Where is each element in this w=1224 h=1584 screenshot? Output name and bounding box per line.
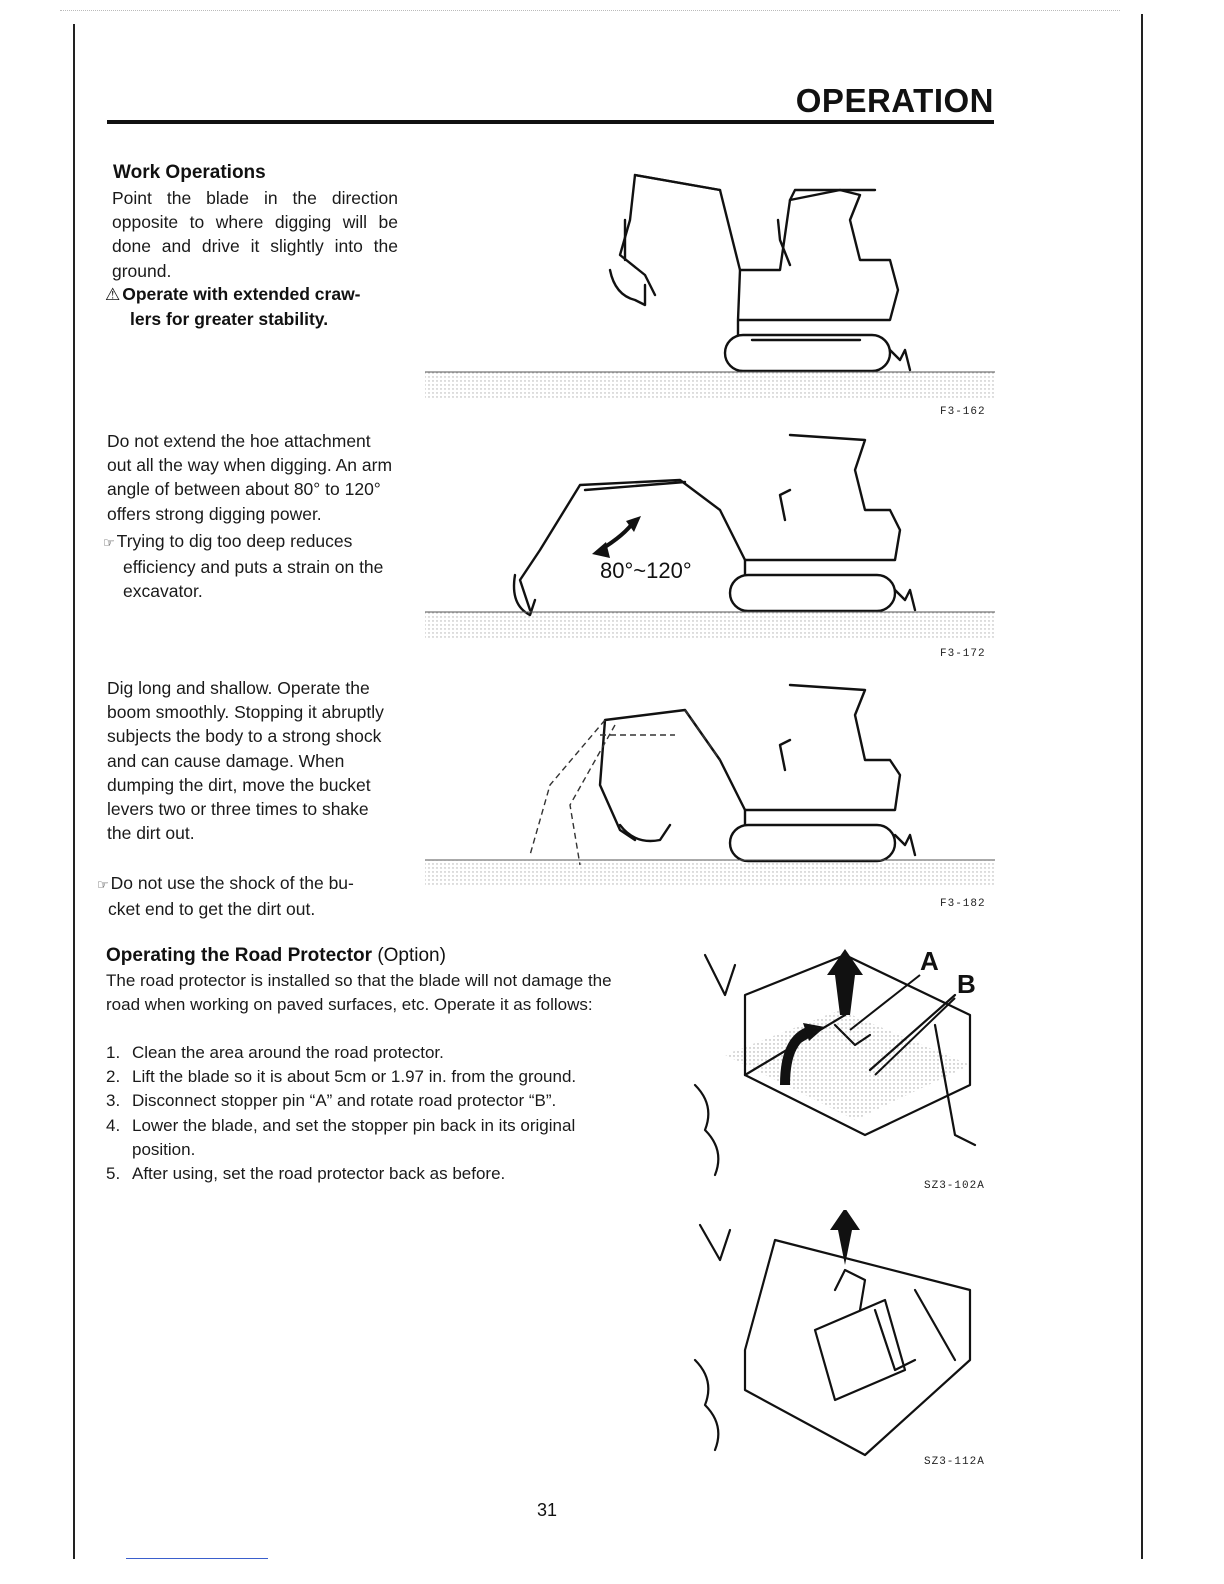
section-title: OPERATION [795, 82, 994, 119]
angle-range-label: 80°~120° [600, 558, 692, 583]
step-text: Clean the area around the road protector. [132, 1043, 444, 1062]
road-protector-heading [106, 945, 446, 967]
header-rule [107, 120, 994, 124]
fig1-code: F3-162 [940, 406, 986, 418]
dig-depth-note [103, 529, 399, 604]
step-number: 1. [106, 1043, 121, 1062]
step-number: 4. [106, 1115, 121, 1135]
dig-shallow-text: Dig long and shallow. Operate the boom smoothly. Stopping it abruptly subjects the body to a strong shock and can cause damage. When dumping the dirt, move the bucket levers two or three times to shake the dirt out. [107, 678, 384, 844]
pointing-hand-icon: ☞ [103, 535, 115, 550]
pointing-hand-icon: ☞ [97, 877, 109, 892]
stability-warning [105, 282, 405, 331]
step-number: 2. [106, 1067, 121, 1087]
road-protector-steps [106, 1041, 618, 1186]
step-number: 3. [106, 1091, 121, 1111]
work-operations-heading: Work Operations [113, 162, 266, 183]
step-text: Lift the blade so it is about 5cm or 1.97 in. from the ground. [132, 1067, 577, 1087]
step-item [106, 1065, 618, 1089]
excavator-blade-figure [420, 160, 1000, 400]
step-text: After using, set the road protector back as before. [132, 1164, 506, 1184]
top-scan-edge [60, 10, 1120, 11]
fig3-code: F3-182 [940, 898, 986, 910]
dig-depth-note-line-1: Trying to dig too deep reduces [116, 531, 353, 551]
fig4-code: SZ3-102A [924, 1180, 985, 1192]
step-item [106, 1041, 618, 1065]
dig-shallow-figure [420, 675, 1000, 895]
warning-line-1: Operate with extended craw- [122, 284, 361, 304]
road-protector-option: (Option) [377, 945, 446, 966]
stopper-pin-a-figure [685, 935, 995, 1190]
step-text: Disconnect stopper pin “A” and rotate road protector “B”. [132, 1091, 557, 1111]
step-item [106, 1089, 618, 1113]
road-protector-b-label: B [957, 969, 976, 999]
stopper-pin-a-label: A [920, 946, 939, 976]
step-item [106, 1114, 618, 1162]
work-operations-intro: Point the blade in the direction opposite to where digging will be done and drive it slightly into the ground. [112, 188, 398, 281]
step-number: 5. [106, 1164, 121, 1184]
page-number: 31 [536, 1500, 558, 1520]
arm-angle-figure [420, 420, 1000, 645]
step-item [106, 1162, 618, 1186]
fig2-code: F3-172 [940, 648, 986, 660]
bucket-shock-note [97, 871, 401, 921]
road-protector-intro: The road protector is installed so that the blade will not damage the road when working on paved surfaces, etc. Operate it as follows: [106, 971, 612, 1015]
fig5-code: SZ3-112A [924, 1456, 985, 1468]
warning-line-2: lers for greater stability. [130, 309, 329, 330]
bucket-shock-note-line-1: Do not use the shock of the bu- [110, 873, 354, 893]
bottom-edge-line [126, 1558, 268, 1559]
stopper-pin-reset-figure [685, 1210, 995, 1465]
step-text: Lower the blade, and set the stopper pin back in its original position. [132, 1115, 576, 1159]
page-border-right [1141, 14, 1143, 1559]
hoe-attachment-text: Do not extend the hoe attachment out all the way when digging. An arm angle of between about 80° to 120° offers strong digging power. [107, 431, 393, 524]
warning-icon: ⚠ [105, 285, 121, 304]
dig-depth-note-line-2: efficiency and puts a strain on the excavator. [123, 557, 384, 602]
road-protector-title: Operating the Road Protector [106, 945, 373, 966]
page-border-left [73, 24, 75, 1559]
bucket-shock-note-line-2: cket end to get the dirt out. [108, 899, 316, 920]
